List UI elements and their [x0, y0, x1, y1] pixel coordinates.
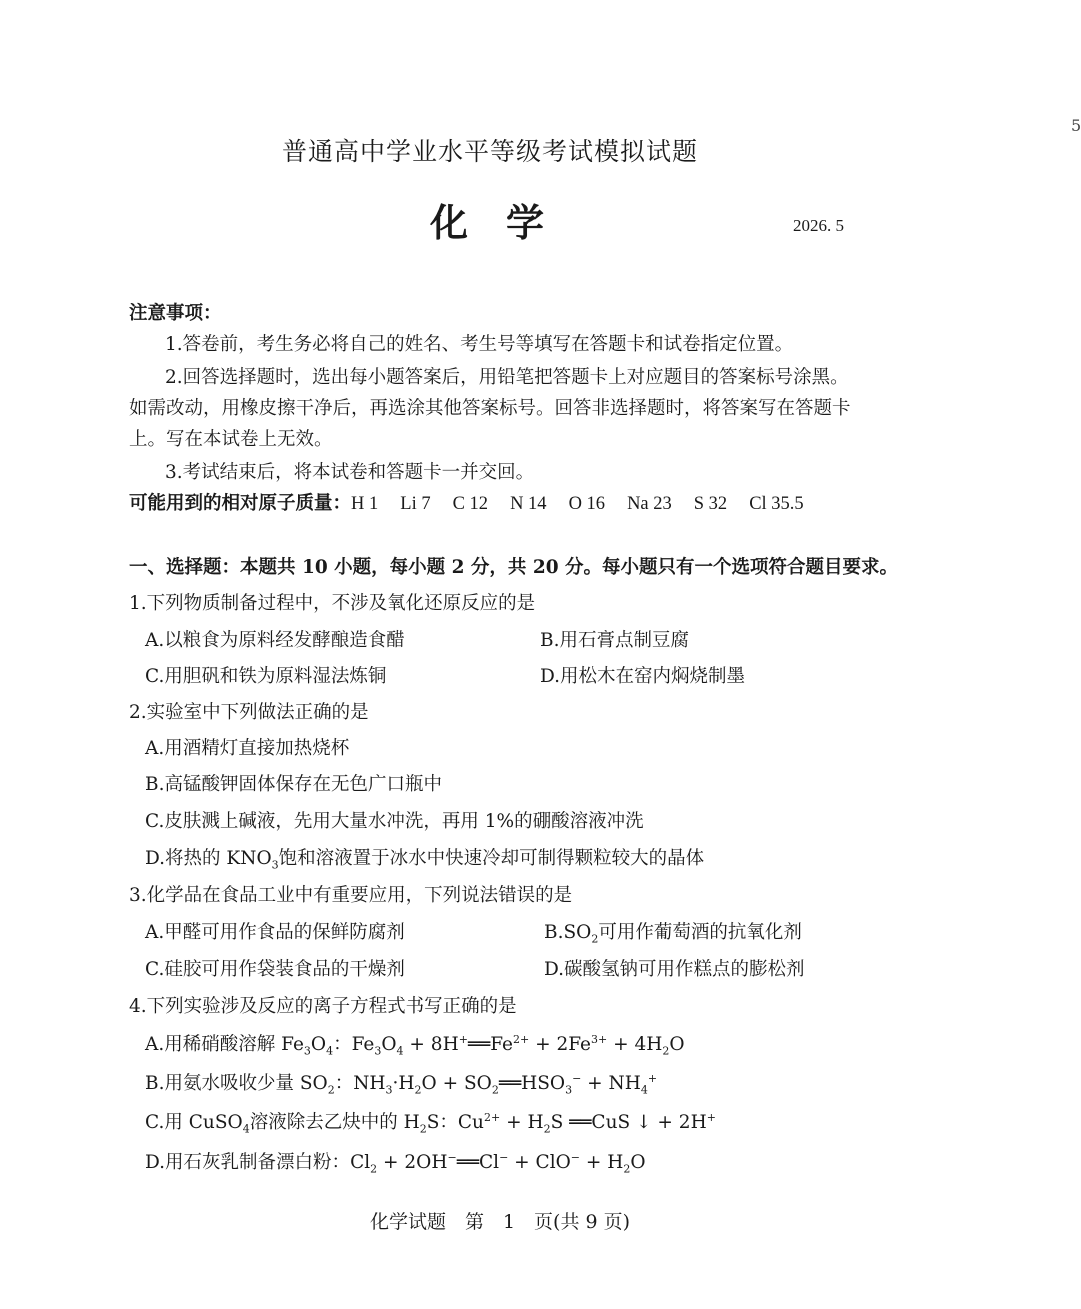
mass-h: H 1 — [351, 494, 379, 514]
q2-option-a: A.用酒精灯直接加热烧杯 — [145, 738, 350, 759]
page-footer: 化学试题 第 1 页(共 9 页) — [369, 1211, 631, 1233]
q3-option-a: A.甲醛可用作食品的保鲜防腐剂 — [145, 922, 405, 943]
atomic-masses-label: 可能用到的相对原子质量： — [129, 493, 352, 514]
mass-li: Li 7 — [400, 494, 431, 514]
mass-o: O 16 — [568, 494, 606, 514]
q4-option-c: C.用 CuSO$_4$溶液除去乙炔中的 $H_2S$：$Cu^{2+} + H_2S$ ══CuS ↓ + 2H+ — [145, 1110, 716, 1136]
mass-c: C 12 — [452, 494, 489, 514]
q1-option-b: B.用石膏点制豆腐 — [540, 630, 689, 651]
exam-date: 2026. 5 — [793, 216, 844, 235]
q1-option-c: C.用胆矾和铁为原料湿法炼铜 — [145, 666, 387, 687]
notes-item-2-line-3: 上。写在本试卷上无效。 — [129, 429, 333, 450]
q3-option-d: D.碳酸氢钠可用作糕点的膨松剂 — [544, 959, 805, 980]
q4-option-b: B.用氨水吸收少量 $SO_2$：$NH_3\cdot H_2O$ + $SO_2══HSO_3^- + NH_4^+$ — [145, 1071, 658, 1097]
q3-stem: 3.化学品在食品工业中有重要应用，下列说法错误的是 — [129, 885, 573, 906]
mass-cl: Cl 35.5 — [749, 494, 804, 514]
q2-stem: 2.实验室中下列做法正确的是 — [129, 702, 369, 723]
subject-title: 化 学 — [430, 200, 545, 245]
atomic-masses — [129, 491, 826, 517]
q2-option-c: C.皮肤溅上碱液，先用大量水冲洗，再用 1%的硼酸溶液冲洗 — [145, 811, 644, 832]
q2-option-d: D.将热的 $KNO_3$饱和溶液置于冰水中快速冷却可制得颗粒较大的晶体 — [145, 848, 705, 872]
q1-stem: 1.下列物质制备过程中，不涉及氧化还原反应的是 — [129, 593, 536, 614]
notes-item-1: 1.答卷前，考生务必将自己的姓名、考生号等填写在答题卡和试卷指定位置。 — [165, 334, 794, 355]
notes-heading: 注意事项： — [129, 303, 222, 324]
q4-stem: 4.下列实验涉及反应的离子方程式书写正确的是 — [129, 996, 517, 1017]
exam-title: 普通高中学业水平等级考试模拟试题 — [281, 137, 698, 166]
mass-na: Na 23 — [627, 494, 672, 514]
q4-option-d: D.用石灰乳制备漂白粉：$Cl_2$ + 2OH−══Cl− + $ClO^- + H_2O$ — [145, 1150, 646, 1176]
section-1-heading: 一、选择题：本题共 10 小题，每小题 2 分，共 20 分。每小题只有一个选项符合题目要求。 — [129, 557, 899, 578]
q1-option-a: A.以粮食为原料经发酵酿造食醋 — [145, 630, 405, 651]
notes-item-2-line-2: 如需改动，用橡皮擦干净后，再选涂其他答案标号。回答非选择题时，将答案写在答题卡 — [129, 398, 851, 419]
corner-mark: 5 — [1071, 116, 1081, 135]
notes-item-3: 3.考试结束后，将本试卷和答题卡一并交回。 — [165, 462, 535, 483]
q3-option-c: C.硅胶可用作袋装食品的干燥剂 — [145, 959, 405, 980]
mass-n: N 14 — [510, 494, 547, 514]
q4-option-a: A.用稀硝酸溶解 $Fe_3O_4$：$Fe_3O_4$ + $8H^+══Fe^{2+} + 2Fe^{3+} + 4H_2O$ — [145, 1032, 685, 1058]
notes-item-2-line-1: 2.回答选择题时，选出每小题答案后，用铅笔把答题卡上对应题目的答案标号涂黑。 — [165, 367, 849, 388]
q2-option-b: B.高锰酸钾固体保存在无色广口瓶中 — [145, 774, 442, 795]
q3-option-b: $B.SO_2$可用作葡萄酒的抗氧化剂 — [544, 922, 802, 946]
mass-s: S 32 — [693, 494, 728, 514]
q1-option-d: D.用松木在窑内焖烧制墨 — [540, 666, 746, 687]
